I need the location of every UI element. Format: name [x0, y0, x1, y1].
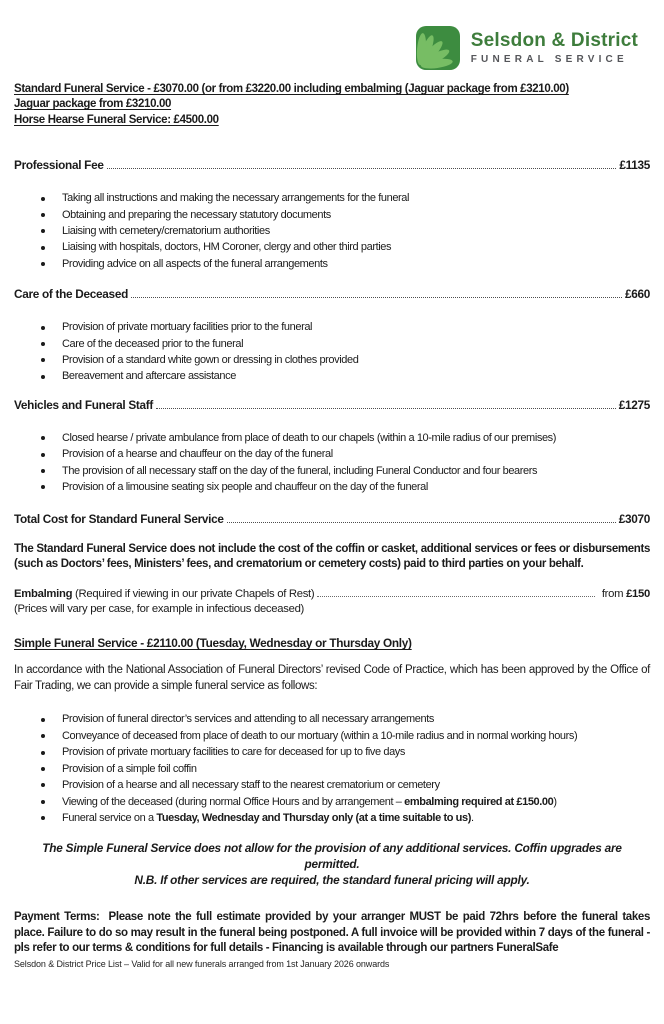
simple-service-intro: In accordance with the National Association of Funeral Directors’ revised Code of Practice, which has been approved by the Office of Fair Trading, we can provide a simple funeral service as follows: — [14, 664, 650, 692]
fee-row-professional-fee — [14, 158, 650, 173]
embalming-title-bold: Embalming — [14, 587, 76, 600]
bullet-item — [14, 777, 650, 793]
fee-row-care-of-deceased — [14, 287, 650, 302]
fee-title: Vehicles and Funeral Staff — [14, 397, 154, 412]
text-segment: Provision of private mortuary facilities prior to the funeral — [62, 321, 313, 334]
fee-row-vehicles-staff — [14, 398, 650, 413]
text-segment: embalming required at £150.00 — [404, 795, 554, 808]
text-segment: Viewing of the deceased (during normal Office Hours and by arrangement – — [62, 795, 405, 808]
bullet-item — [14, 794, 650, 810]
text-segment: Provision of a standard white gown or dressing in clothes provided — [62, 354, 359, 367]
bullet-item — [14, 744, 650, 760]
payment-terms — [14, 910, 650, 957]
bullet-item — [14, 430, 650, 446]
text-segment: Provision of funeral director’s services and attending to all necessary arrangements — [62, 713, 434, 726]
embalming-note: (Prices will vary per case, for example in infectious deceased) — [14, 602, 305, 615]
fee-price: £3070 — [618, 511, 650, 526]
disclaimer-line: N.B. If other services are required, the standard funeral pricing will apply. — [134, 872, 530, 887]
simple-service-heading: Simple Funeral Service - £2110.00 (Tuesday, Wednesday or Thursday Only) — [14, 636, 412, 651]
bullet-item — [14, 368, 650, 384]
footer-validity-note: Selsdon & District Price List – Valid for all new funerals arranged from 1st January 2026 onwards — [14, 958, 390, 969]
company-tagline: FUNERAL SERVICE — [470, 54, 628, 66]
dotted-leader — [317, 596, 594, 597]
dotted-leader — [156, 408, 616, 409]
professional-fee-bullet-list — [14, 190, 650, 272]
embalming-title — [14, 587, 314, 602]
text-segment: Closed hearse / private ambulance from place of death to our chapels (within a 10-mile radius of our premises) — [62, 431, 557, 444]
horse-hearse-headline: Horse Hearse Funeral Service: £4500.00 — [14, 113, 219, 126]
bullet-item — [14, 446, 650, 462]
jaguar-package-headline: Jaguar package from £3210.00 — [14, 98, 172, 111]
text-segment: Provision of a simple foil coffin — [62, 762, 197, 775]
bullet-item — [14, 319, 650, 335]
text-segment: Funeral service on a — [62, 811, 157, 824]
text-segment: The provision of all necessary staff on the day of the funeral, including Funeral Conductor and four bearers — [62, 464, 538, 477]
standard-service-headline: Standard Funeral Service - £3070.00 (or from £3220.00 including embalming (Jaguar package from £3210.00) — [14, 83, 569, 95]
text-segment: Care of the deceased prior to the funeral — [62, 337, 244, 350]
header-price-lines — [14, 82, 650, 128]
standard-service-note: The Standard Funeral Service does not include the cost of the coffin or casket, additional services or fees or disbursements (such as Doctors’ fees, Ministers’ fees, and crematorium or cemetery costs) paid to third parties on your behalf. — [14, 542, 650, 571]
bullet-item — [14, 190, 650, 206]
text-segment: ) — [553, 795, 557, 808]
simple-service-disclaimer — [14, 841, 650, 888]
fee-price: £1135 — [619, 158, 650, 173]
embalming-price — [602, 587, 650, 602]
vehicles-staff-bullet-list — [14, 430, 650, 496]
text-segment: Tuesday, Wednesday and Thursday only (at a time suitable to us) — [156, 811, 471, 824]
bullet-item — [14, 479, 650, 495]
text-segment: Taking all instructions and making the necessary arrangements for the funeral — [62, 192, 410, 205]
dotted-leader — [131, 297, 622, 298]
text-segment: Providing advice on all aspects of the funeral arrangements — [62, 257, 328, 270]
leaf-logo-icon — [416, 26, 460, 70]
bullet-item — [14, 336, 650, 352]
logo — [14, 0, 650, 70]
embalming-title-rest: (Required if viewing in our private Chapels of Rest) — [75, 587, 315, 600]
fee-title: Care of the Deceased — [14, 287, 128, 302]
text-segment: Liaising with hospitals, doctors, HM Coroner, clergy and other third parties — [62, 241, 392, 254]
text-segment: Bereavement and aftercare assistance — [62, 370, 236, 383]
disclaimer-line: The Simple Funeral Service does not allow for the provision of any additional services. Coffin upgrades are permitted. — [42, 841, 622, 871]
company-name: Selsdon & District — [470, 29, 638, 51]
dotted-leader — [107, 168, 617, 169]
fee-row-embalming — [14, 587, 650, 602]
embalming-price-value: £150 — [626, 587, 650, 600]
fee-row-total-cost — [14, 512, 650, 527]
bullet-item — [14, 728, 650, 744]
bullet-item — [14, 761, 650, 777]
dotted-leader — [227, 522, 616, 523]
text-segment: . — [470, 811, 474, 824]
fee-price: £660 — [624, 287, 650, 302]
embalming-price-prefix: from — [601, 587, 627, 600]
bullet-item — [14, 207, 650, 223]
bullet-item — [14, 256, 650, 272]
fee-price: £1275 — [618, 397, 650, 412]
text-segment: Liaising with cemetery/crematorium authorities — [62, 225, 270, 238]
text-segment: Provision of a hearse and all necessary staff to the nearest crematorium or cemetery — [62, 779, 440, 792]
bullet-item — [14, 810, 650, 826]
bullet-item — [14, 239, 650, 255]
bullet-item — [14, 463, 650, 479]
care-of-deceased-bullet-list — [14, 319, 650, 385]
text-segment: Conveyance of deceased from place of death to our mortuary (within a 10-mile radius and in normal working hours) — [62, 729, 578, 742]
bullet-item — [14, 223, 650, 239]
text-segment: Obtaining and preparing the necessary statutory documents — [62, 208, 331, 221]
payment-terms-label: Payment Terms: — [14, 911, 100, 924]
logo-text — [471, 31, 638, 66]
bullet-item — [14, 711, 650, 727]
simple-service-bullet-list — [14, 711, 650, 826]
text-segment: Provision of a limousine seating six people and chauffeur on the day of the funeral — [62, 481, 428, 494]
text-segment: Provision of private mortuary facilities to care for deceased for up to five days — [62, 746, 405, 759]
bullet-item — [14, 352, 650, 368]
fee-title: Total Cost for Standard Funeral Service — [14, 511, 224, 526]
text-segment: Provision of a hearse and chauffeur on the day of the funeral — [62, 448, 333, 461]
payment-terms-body: Please note the full estimate provided by your arranger MUST be paid 72hrs before the funeral takes place. Failure to do so may result in the funeral being postponed. A full invoice will be provided within 7 days of the funeral - pls refer to our terms & conditions for full details - Financing is available through our partners FuneralSafe — [14, 911, 650, 955]
fee-title: Professional Fee — [14, 158, 104, 173]
